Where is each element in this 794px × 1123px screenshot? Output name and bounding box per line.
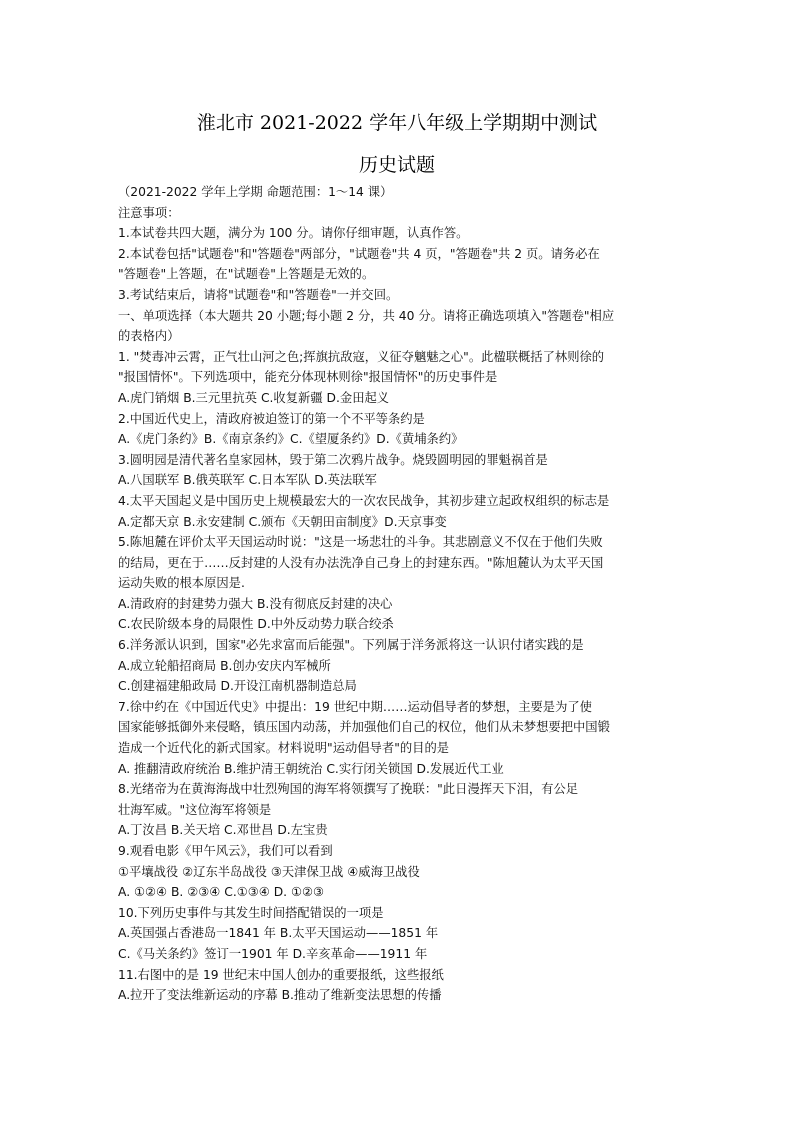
text-line: C.《马关条约》签订一1901 年 D.辛亥革命——1911 年 [118,946,428,961]
text-line: 10.下列历史事件与其发生时间搭配错误的一项是 [118,905,384,920]
text-line: ①平壤战役 ②辽东半岛战役 ③天津保卫战 ④威海卫战役 [118,864,420,879]
text-line: 一、单项选择（本大题共 20 小题;每小题 2 分，共 40 分。请将正确选项填入"答题卷"相应 [118,308,615,323]
text-line: C.农民阶级本身的局限性 D.中外反动势力联合绞杀 [118,617,394,632]
text-line: （2021-2022 学年上学期 命题范围：1～14 课） [118,185,393,199]
text-line: 注意事项： [118,205,180,220]
text-line: 1.本试卷共四大题，满分为 100 分。请你仔细审题，认真作答。 [118,226,469,241]
exam-body [118,182,686,1006]
text-line: A. 推翻清政府统治 B.维护清王朝统治 C.实行闭关锁国 D.发展近代工业 [118,761,504,776]
text-line: 3.考试结束后，请将"试题卷"和"答题卷"一并交回。 [118,287,399,302]
text-line: 1. "焚毒冲云霄，正气壮山河之色;挥旗抗敌寇，义征夺魑魅之心"。此楹联概括了林则徐的 [118,349,605,364]
text-line: A.丁汝昌 B.关天培 C.邓世昌 D.左宝贵 [118,823,328,838]
text-line: A.英国强占香港岛一1841 年 B.太平天国运动——1851 年 [118,926,439,941]
text-line: 造成一个近代化的新式国家。材料说明"运动倡导者"的目的是 [118,741,450,756]
text-line: C.创建福建船政局 D.开设江南机器制造总局 [118,679,357,694]
text-line: 国家能够抵御外来侵略，镇压国内动荡，并加强他们自己的权位，他们从未梦想要把中国锻 [118,720,610,735]
text-line: 4.太平天国起义是中国历史上规模最宏大的一次农民战争，其初步建立起政权组织的标志是 [118,493,610,508]
text-line: 运动失败的根本原因是. [118,576,245,591]
text-line: 8.光绪帝为在黄海海战中壮烈殉国的海军将领撰写了挽联："此日漫挥天下泪，有公足 [118,782,579,797]
text-line: 2.中国近代史上，清政府被迫签订的第一个不平等条约是 [118,411,425,426]
text-line: 9.观看电影《甲午风云》，我们可以看到 [118,844,333,858]
text-line: 2.本试卷包括"试题卷"和"答题卷"两部分，"试题卷"共 4 页，"答题卷"共 2 页。请务必在 [118,246,600,261]
text-line: 6.洋务派认识到，国家"必先求富而后能强"。下列属于洋务派将这一认识付诸实践的是 [118,638,584,653]
text-line: 的结局，更在于……反封建的人没有办法洗净自己身上的封建东西。"陈旭麓认为太平天国 [118,555,604,570]
text-line: A.拉开了变法维新运动的序幕 B.推动了维新变法思想的传播 [118,988,442,1003]
text-line: "答题卷"上答题，在"试题卷"上答题是无效的。 [118,267,375,282]
text-line: A.八国联军 B.俄英联军 C.日本军队 D.英法联军 [118,473,377,488]
text-line: 3.圆明园是清代著名皇家园林，毁于第二次鸦片战争。烧毁圆明园的罪魁祸首是 [118,452,548,467]
text-line: A. ①②④ B. ②③④ C.①③④ D. ①②③ [118,885,325,900]
text-line: A.成立轮船招商局 B.创办安庆内军械所 [118,658,331,673]
text-line: A.虎门销烟 B.三元里抗英 C.收复新疆 D.金田起义 [118,390,390,405]
text-line: 11.右图中的是 19 世纪末中国人创办的重要报纸，这些报纸 [118,967,444,982]
page-title: 淮北市 2021-2022 学年八年级上学期期中测试 [196,112,598,134]
text-line: 的表格内） [118,329,180,344]
text-line: "报国情怀"。下列选项中，能充分体现林则徐"报国情怀"的历史事件是 [118,370,498,385]
text-line: A.定都天京 B.永安建制 C.颁布《天朝田亩制度》D.天京事变 [118,514,447,529]
text-line: A.《虎门条约》B.《南京条约》C.《望厦条约》D.《黄埔条约》 [118,432,464,447]
text-line: 壮海军威。"这位海军将领是 [118,802,272,817]
text-line: A.清政府的封建势力强大 B.没有彻底反封建的决心 [118,596,393,611]
text-line: 7.徐中约在《中国近代史》中提出：19 世纪中期……运动倡导者的梦想，主要是为了使 [118,699,592,714]
page-subtitle: 历史试题 [358,154,435,176]
text-line: 5.陈旭麓在评价太平天国运动时说："这是一场悲壮的斗争。其悲剧意义不仅在于他们失败 [118,535,603,550]
